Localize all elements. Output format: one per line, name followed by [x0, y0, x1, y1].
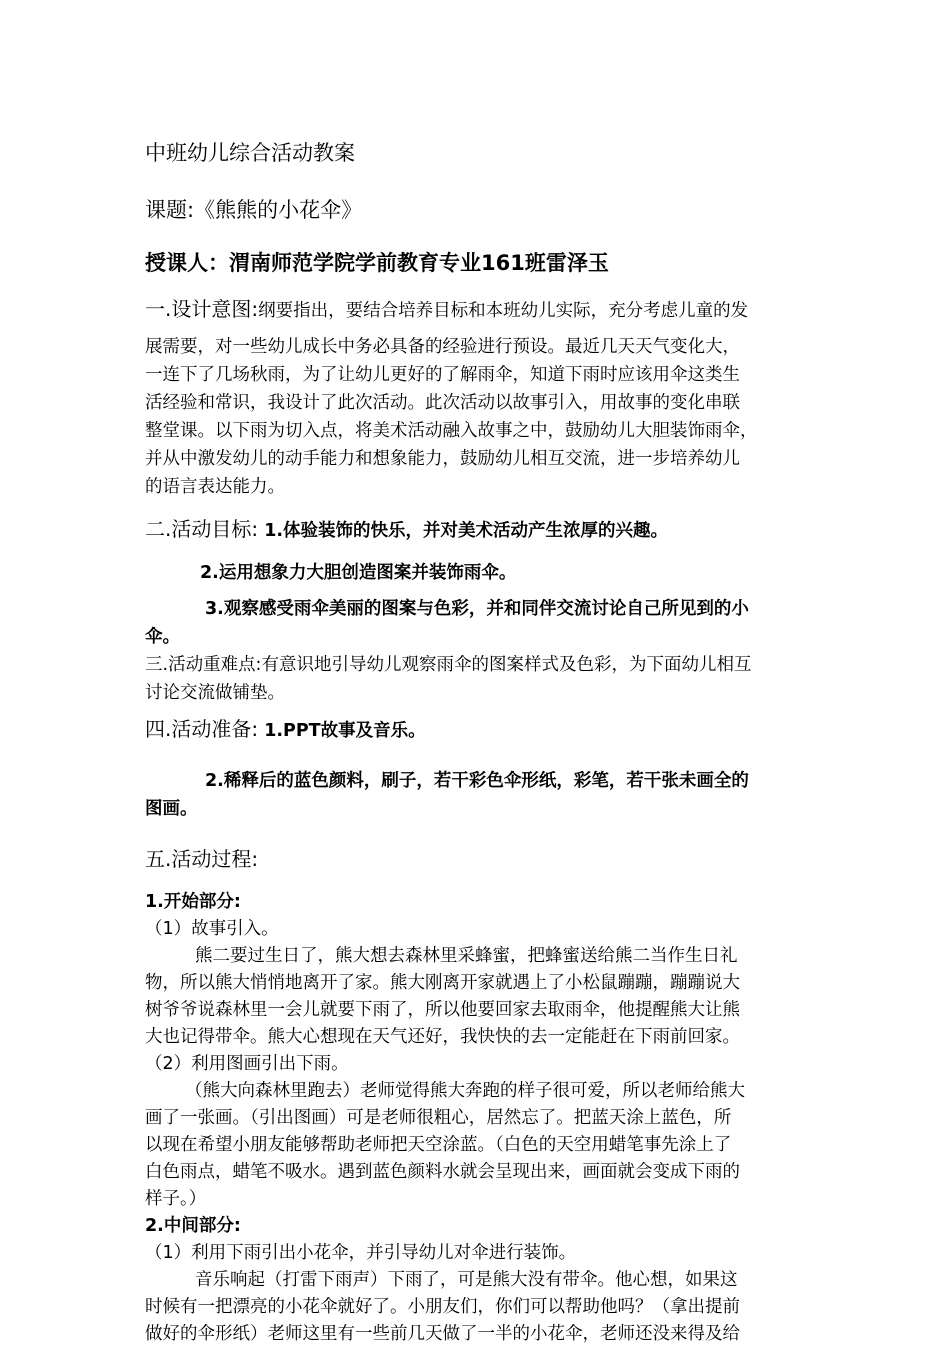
section-goals: [145, 515, 810, 651]
part-heading: 1.开始部分:: [145, 892, 241, 912]
paragraph-line: 整堂课。以下雨为切入点，将美术活动融入故事之中，鼓励幼儿大胆装饰雨伞，: [145, 421, 758, 441]
part-heading: 2.中间部分:: [145, 1216, 241, 1236]
prep-item-continued: 图画。: [145, 799, 198, 819]
story-line: 白色雨点，蜡笔不吸水。遇到蓝色颜料水就会呈现出来，画面就会变成下雨的: [145, 1162, 740, 1182]
section-preparation: [145, 715, 810, 823]
story-line: （熊大向森林里跑去）老师觉得熊大奔跑的样子很可爱，所以老师给熊大: [185, 1081, 745, 1101]
process-body: [145, 889, 810, 1348]
paragraph-line: 纲要指出，要结合培养目标和本班幼儿实际，充分考虑儿童的发: [258, 301, 749, 321]
paragraph-line: 一连下了几场秋雨，为了让幼儿更好的了解雨伞，知道下雨时应该用伞这类生: [145, 365, 740, 385]
story-line: 以现在希望小朋友能够帮助老师把天空涂蓝。（白色的天空用蜡笔事先涂上了: [145, 1135, 732, 1155]
teacher-line: 授课人：渭南师范学院学前教育专业161班雷泽玉: [145, 251, 609, 275]
story-line: 物，所以熊大悄悄地离开了家。熊大刚离开家就遇上了小松鼠蹦蹦，蹦蹦说大: [145, 973, 740, 993]
story-line: 做好的伞形纸）老师这里有一些前几天做了一半的小花伞，老师还没来得及给: [145, 1324, 740, 1344]
step-heading: （2）利用图画引出下雨。: [145, 1054, 349, 1074]
document-title: 中班幼儿综合活动教案: [145, 141, 355, 165]
section-design-intent: [145, 295, 810, 501]
story-line: 树爷爷说森林里一会儿就要下雨了，所以他要回家去取雨伞，他提醒熊大让熊: [145, 1000, 740, 1020]
lesson-topic: 课题:《熊熊的小花伞》: [145, 198, 363, 222]
story-line: 画了一张画。（引出图画）可是老师很粗心，居然忘了。把蓝天涂上蓝色，所: [145, 1108, 732, 1128]
prep-item: 1.PPT故事及音乐。: [258, 721, 426, 741]
paragraph-line: 并从中激发幼儿的动手能力和想象能力，鼓励幼儿相互交流，进一步培养幼儿: [145, 449, 740, 469]
document-page: [145, 128, 810, 1348]
goal-item: 1.体验装饰的快乐，并对美术活动产生浓厚的兴趣。: [258, 521, 669, 541]
paragraph-line: 的语言表达能力。: [145, 477, 285, 497]
story-line: 音乐响起（打雷下雨声）下雨了，可是熊大没有带伞。他心想，如果这: [195, 1270, 738, 1290]
section-heading-process: 五.活动过程:: [145, 847, 259, 871]
paragraph-line: 活经验和常识，我设计了此次活动。此次活动以故事引入，用故事的变化串联: [145, 393, 740, 413]
step-heading: （1）故事引入。: [145, 919, 279, 939]
goal-item: 3.观察感受雨伞美丽的图案与色彩，并和同伴交流讨论自己所见到的小: [205, 599, 749, 619]
story-line: 时候有一把漂亮的小花伞就好了。小朋友们，你们可以帮助他吗？（拿出提前: [145, 1297, 740, 1317]
paragraph-line: 讨论交流做铺垫。: [145, 683, 285, 703]
story-line: 样子。）: [145, 1189, 207, 1209]
step-heading: （1）利用下雨引出小花伞，并引导幼儿对伞进行装饰。: [145, 1243, 577, 1263]
section-heading-design-intent: 一.设计意图:: [145, 297, 259, 321]
paragraph-line: 展需要，对一些幼儿成长中务必具备的经验进行预设。最近几天天气变化大，: [145, 337, 740, 357]
story-line: 大也记得带伞。熊大心想现在天气还好，我快快的去一定能赶在下雨前回家。: [145, 1027, 740, 1047]
section-heading-goals: 二.活动目标:: [145, 517, 259, 541]
prep-item: 2.稀释后的蓝色颜料，刷子，若干彩色伞形纸，彩笔，若干张未画全的: [205, 771, 749, 791]
goal-item: 2.运用想象力大胆创造图案并装饰雨伞。: [200, 563, 517, 583]
goal-item-continued: 伞。: [145, 627, 180, 647]
paragraph-line: 三.活动重难点:有意识地引导幼儿观察雨伞的图案样式及色彩，为下面幼儿相互: [145, 655, 752, 675]
section-process: [145, 845, 810, 875]
section-key-points: [145, 651, 810, 707]
story-line: 熊二要过生日了，熊大想去森林里采蜂蜜，把蜂蜜送给熊二当作生日礼: [195, 946, 738, 966]
section-heading-preparation: 四.活动准备:: [145, 717, 259, 741]
